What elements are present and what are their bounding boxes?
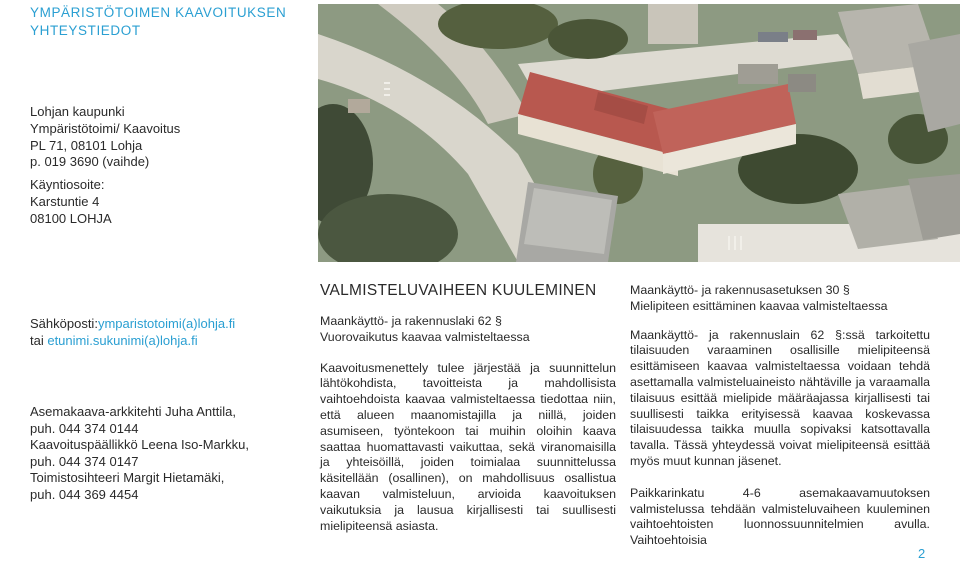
phone-switchboard: p. 019 3690 (vaihde) [30, 154, 150, 170]
visiting-address [30, 177, 112, 227]
page-number: 2 [918, 546, 926, 561]
email-block [30, 316, 235, 350]
email-link[interactable]: ymparistotoimi(a)lohja.fi [97, 316, 236, 331]
address-line: Ympäristötoimi/ Kaavoitus [30, 120, 181, 136]
email-alt-prefix: tai [30, 332, 48, 348]
person-name: Toimistosihteeri Margit Hietamäki, [30, 470, 225, 485]
law-reference [320, 314, 616, 346]
contact-heading-line-1: YMPÄRISTÖTOIMEN KAAVOITUKSEN [30, 5, 287, 20]
person-phone: puh. 044 374 0144 [30, 420, 139, 436]
contact-people [30, 404, 249, 503]
email-alt-link[interactable]: etunimi.sukunimi(a)lohja.fi [47, 332, 198, 348]
visit-city: 08100 LOHJA [30, 210, 112, 226]
person-name: Asemakaava-arkkitehti Juha Anttila, [30, 404, 236, 419]
alternatives-body: Paikkarinkatu 4-6 asemakaavamuutoksen valmistelussa tehdään valmisteluvaiheen kuuleminen vaihtoehtoisten luonnossuunnitelmien avulla. Vaihtoehtoisia [630, 485, 930, 548]
email-label: Sähköposti: [30, 316, 98, 331]
person-phone: puh. 044 374 0147 [30, 453, 139, 469]
contact-heading-line-2: YHTEYSTIEDOT [30, 23, 141, 38]
opinion-body: Maankäyttö- ja rakennuslain 62 §:ssä tarkoitettu tilaisuuden varaaminen osallisille mielipiteensä esittämiseen kaavaa valmisteltaessa voidaan tehdä asettamalla valmisteluaineisto nähtäville ja varaamalla tilaisuus esittää mielipide määräajassa kirjallisesti tai suullisesti taikka erityisessä kaavaa koskevassa tilaisuudessa taikka muulla sopivaksi katsottavalla tavalla. Tässä yhteydessä voivat mielipiteensä esittää myös muut kunnan jäsenet. [630, 327, 930, 468]
person-phone: puh. 044 369 4454 [30, 486, 139, 502]
person-name: Kaavoituspäällikkö Leena Iso-Markku, [30, 437, 249, 452]
decree-reference-line-1: Maankäyttö- ja rakennusasetuksen 30 § [630, 283, 850, 297]
consultation-column [320, 282, 616, 534]
decree-reference [630, 283, 930, 315]
postal-address [30, 104, 180, 171]
visit-label: Käyntiosoite: [30, 177, 105, 192]
opinion-column [630, 283, 930, 549]
contact-column [0, 0, 304, 561]
address-line: Lohjan kaupunki [30, 104, 125, 119]
address-line: PL 71, 08101 Lohja [30, 137, 143, 153]
visit-street: Karstuntie 4 [30, 193, 100, 209]
consultation-body: Kaavoitusmenettely tulee järjestää ja suunnittelun lähtökohdista, tavoitteista ja mahdollisista vaihtoehdoista kaavaa valmisteltaessa tiedottaa niin, että alueen maanomistajilla ja niillä, joiden asumiseen, työntekoon tai muihin oloihin kaava saattaa huomattavasti vaikuttaa, sekä viranomaisilla ja yhteisöillä, joiden toimialaa suunnittelussa käsitellään (osallinen), on mahdollisuus osallistua kaavan valmisteluun, arvioida kaavoituksen vaikutuksia ja lausua kirjallisesti tai suullisesti mielipiteensä asiasta. [320, 360, 616, 533]
law-reference-line-1: Maankäyttö- ja rakennuslaki 62 § [320, 314, 502, 328]
section-title: VALMISTELUVAIHEEN KUULEMINEN [320, 282, 597, 299]
aerial-photo [318, 4, 960, 262]
law-reference-line-2: Vuorovaikutus kaavaa valmisteltaessa [320, 329, 530, 344]
contact-heading [30, 4, 300, 40]
decree-reference-line-2: Mielipiteen esittäminen kaavaa valmisteltaessa [630, 298, 888, 313]
